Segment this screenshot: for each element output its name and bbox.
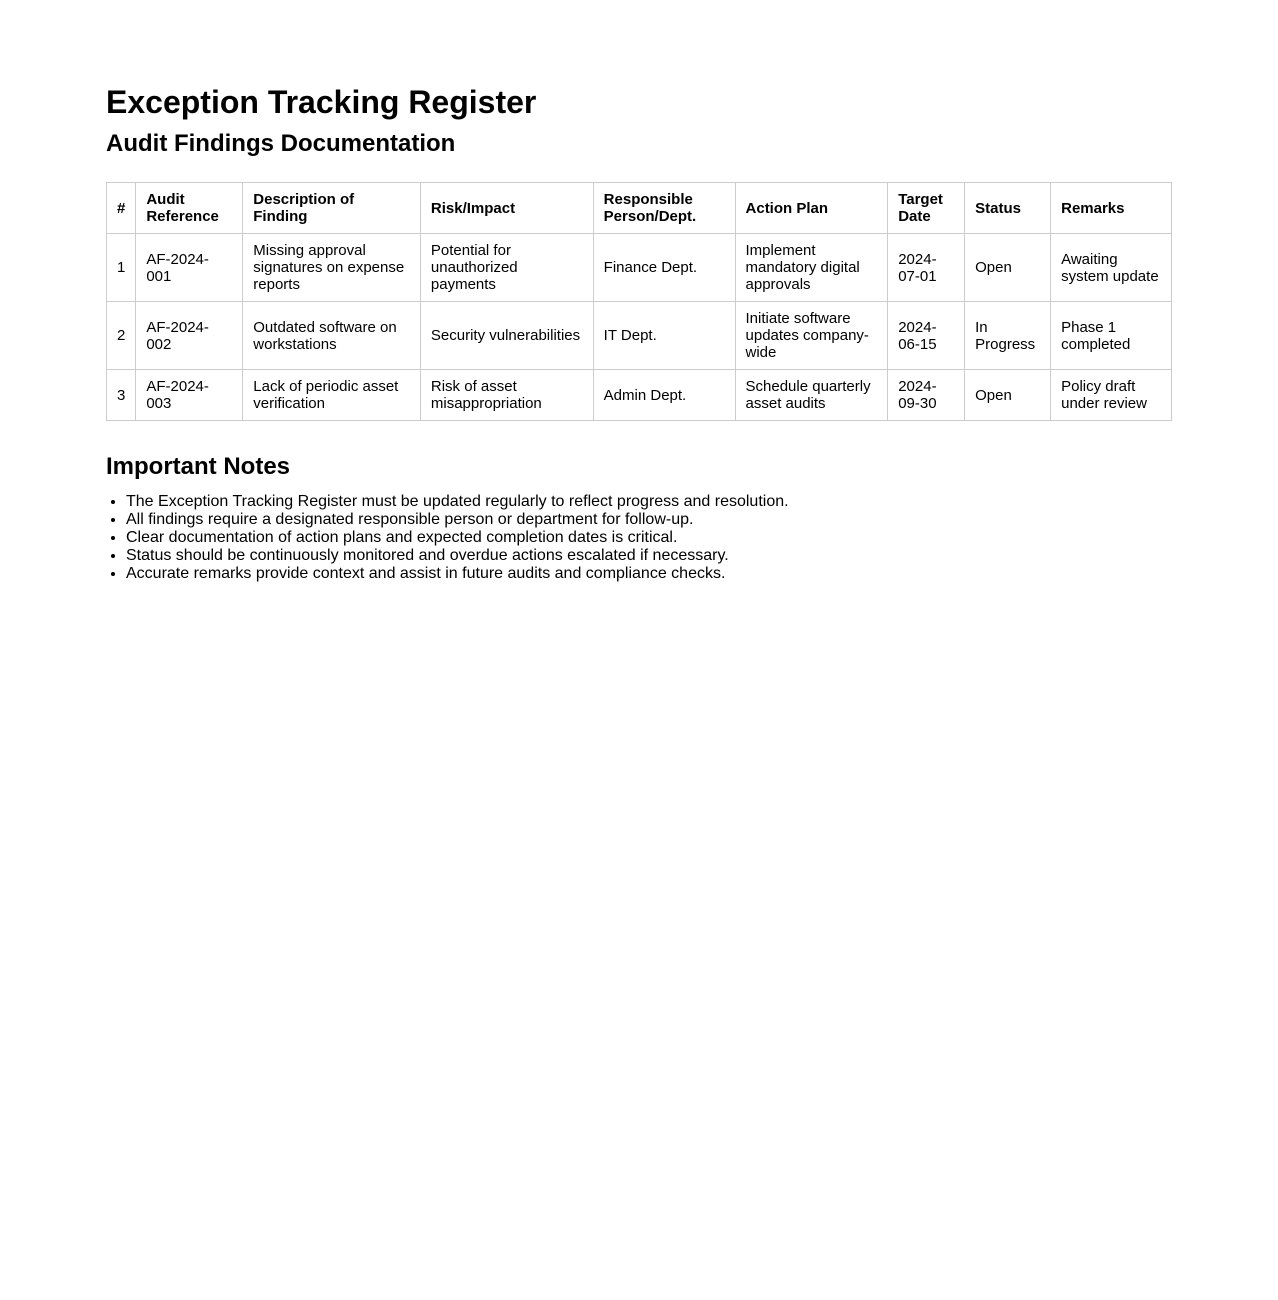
cell-responsible: Admin Dept. xyxy=(593,370,735,421)
column-header-target-date: Target Date xyxy=(888,183,965,234)
list-item: • The Exception Tracking Register must be updated regularly to reflect progress and resolution. xyxy=(126,493,1172,511)
cell-risk-impact: Risk of asset misappropriation xyxy=(420,370,593,421)
column-header-description: Description of Finding xyxy=(243,183,421,234)
column-header-risk-impact: Risk/Impact xyxy=(420,183,593,234)
cell-risk-impact: Security vulnerabilities xyxy=(420,302,593,370)
cell-responsible: Finance Dept. xyxy=(593,234,735,302)
cell-target-date: 2024-07-01 xyxy=(888,234,965,302)
table-header-row xyxy=(107,183,1172,234)
page-subtitle: Audit Findings Documentation xyxy=(106,130,456,157)
cell-remarks: Phase 1 completed xyxy=(1051,302,1172,370)
notes-heading: Important Notes xyxy=(106,453,291,480)
column-header-number: # xyxy=(107,183,136,234)
cell-remarks: Policy draft under review xyxy=(1051,370,1172,421)
cell-risk-impact: Potential for unauthorized payments xyxy=(420,234,593,302)
table-row xyxy=(107,234,1172,302)
list-item: • Status should be continuously monitored and overdue actions escalated if necessary. xyxy=(126,547,1172,565)
list-item: • All findings require a designated responsible person or department for follow-up. xyxy=(126,511,1172,529)
cell-description: Lack of periodic asset verification xyxy=(243,370,421,421)
cell-target-date: 2024-06-15 xyxy=(888,302,965,370)
cell-description: Outdated software on workstations xyxy=(243,302,421,370)
cell-target-date: 2024-09-30 xyxy=(888,370,965,421)
document-page xyxy=(0,0,1278,583)
column-header-remarks: Remarks xyxy=(1051,183,1172,234)
cell-number: 1 xyxy=(107,234,136,302)
table-row xyxy=(107,302,1172,370)
cell-audit-reference: AF-2024-001 xyxy=(136,234,243,302)
cell-action-plan: Schedule quarterly asset audits xyxy=(735,370,888,421)
cell-number: 3 xyxy=(107,370,136,421)
cell-status: Open xyxy=(965,234,1051,302)
list-item: • Accurate remarks provide context and assist in future audits and compliance checks. xyxy=(126,565,1172,583)
notes-list xyxy=(106,493,1172,583)
cell-description: Missing approval signatures on expense reports xyxy=(243,234,421,302)
exception-register-table xyxy=(106,182,1172,421)
cell-status: In Progress xyxy=(965,302,1051,370)
cell-audit-reference: AF-2024-002 xyxy=(136,302,243,370)
cell-action-plan: Implement mandatory digital approvals xyxy=(735,234,888,302)
table-row xyxy=(107,370,1172,421)
column-header-responsible: Responsible Person/Dept. xyxy=(593,183,735,234)
column-header-action-plan: Action Plan xyxy=(735,183,888,234)
cell-audit-reference: AF-2024-003 xyxy=(136,370,243,421)
list-item: • Clear documentation of action plans and expected completion dates is critical. xyxy=(126,529,1172,547)
column-header-status: Status xyxy=(965,183,1051,234)
cell-status: Open xyxy=(965,370,1051,421)
cell-number: 2 xyxy=(107,302,136,370)
page-title: Exception Tracking Register xyxy=(106,84,537,120)
cell-action-plan: Initiate software updates company-wide xyxy=(735,302,888,370)
column-header-audit-reference: Audit Reference xyxy=(136,183,243,234)
cell-responsible: IT Dept. xyxy=(593,302,735,370)
cell-remarks: Awaiting system update xyxy=(1051,234,1172,302)
